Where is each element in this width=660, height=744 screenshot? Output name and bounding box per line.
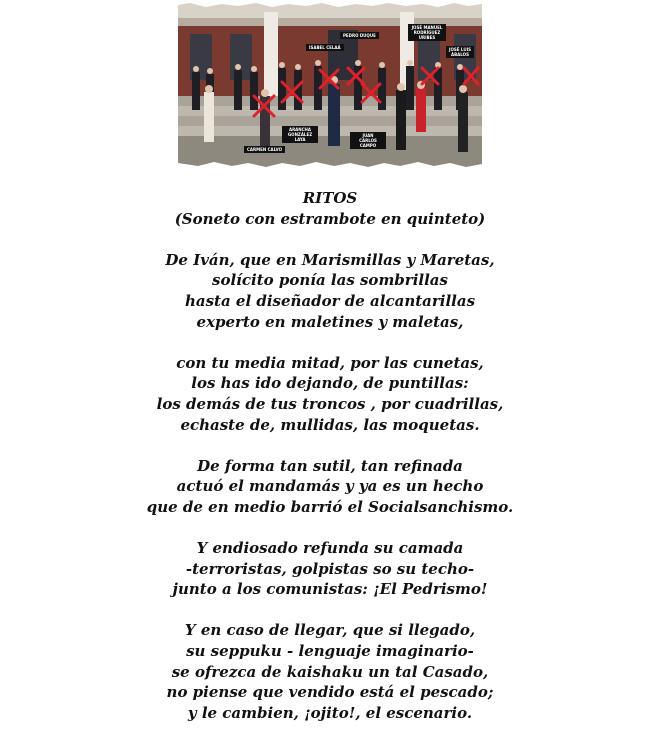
label-jose-manuel-rodriguez-uribes: JOSÉ MANUEL RODRÍGUEZ URIBES [408,24,446,41]
verse-line: los demás de tus troncos , por cuadrillas, [156,394,504,413]
verse-line: Y en caso de llegar, que si llegado, [184,621,476,640]
verse-line: los has ido dejando, de puntillas: [191,374,469,393]
verse-line: y le cambien, ¡ojito!, el escenario. [187,703,473,722]
label-isabel-celaa: ISABEL CELAÁ [306,44,344,51]
verse-line: que de en medio barrió el Socialsanchismo. [146,497,514,516]
label-arancha-gonzalez-laya: ARANCHA GONZÁLEZ LAYA [282,126,318,143]
cabinet-photo [178,0,482,170]
poem [0,188,660,744]
verse-line: Y endiosado refunda su camada [196,539,464,558]
verse-line: actuó el mandamás y ya es un hecho [176,477,484,496]
stanza-5-estrambote [0,620,660,723]
stanza-1 [0,250,660,332]
label-carmen-calvo: CARMEN CALVO [244,146,285,153]
stanza-4 [0,538,660,600]
verse-line: echaste de, mullidas, las moquetas. [180,415,480,434]
verse-line: De Iván, que en Marismillas y Maretas, [165,250,495,269]
stanza-3 [0,456,660,518]
poem-heading [0,188,660,229]
verse-line: con tu media mitad, por las cunetas, [176,353,484,372]
verse-line: se ofrezca de kaishaku un tal Casado, [171,662,489,681]
label-jose-luis-abalos: JOSÉ LUIS ÁBALOS [446,46,474,58]
poem-title: RITOS [302,189,358,207]
verse-line: hasta el diseñador de alcantarillas [184,291,476,310]
verse-line: solícito ponía las sombrillas [212,271,448,290]
poem-subtitle: (Soneto con estrambote en quinteto) [174,209,486,228]
verse-line: experto en maletines y maletas, [196,312,464,331]
label-juan-carlos-campo: JUAN CARLOS CAMPO [350,132,386,149]
stanza-2 [0,353,660,435]
verse-line: junto a los comunistas: ¡El Pedrismo! [172,580,488,599]
verse-line: no piense que vendido está el pescado; [166,683,494,702]
verse-line: De forma tan sutil, tan refinada [197,456,463,475]
verse-line: -terroristas, golpistas so su techo- [185,559,475,578]
verse-line: su seppuku - lenguaje imaginario- [186,642,474,661]
label-pedro-duque: PEDRO DUQUE [340,32,379,39]
